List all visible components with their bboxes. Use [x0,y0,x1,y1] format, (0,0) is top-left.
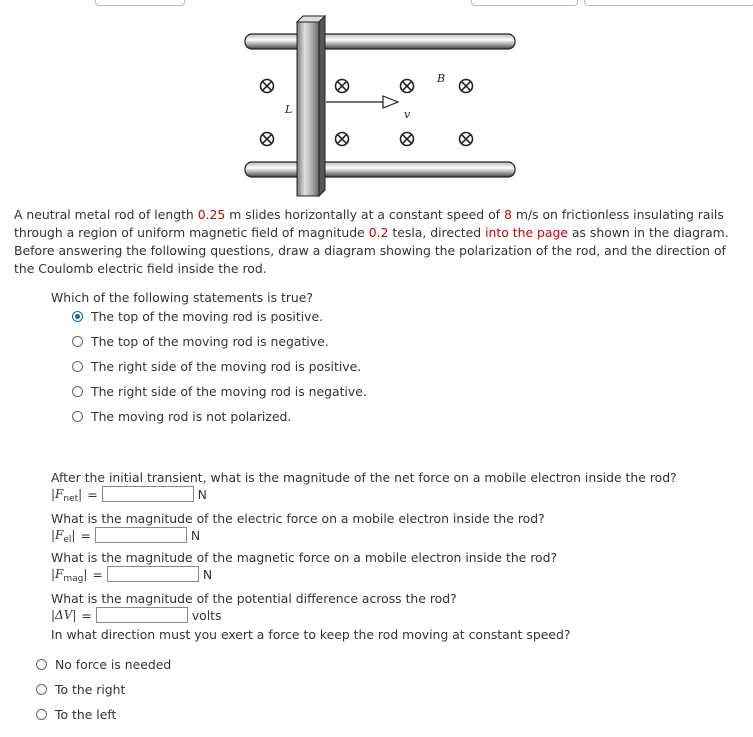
problem-text: tesla, directed [388,225,486,240]
top-rail [245,34,515,49]
option-label: The moving rod is not polarized. [91,409,292,424]
symbol-text: |F [51,528,64,542]
question6-option[interactable] [36,707,116,722]
radio[interactable] [72,361,83,372]
radio-selected[interactable] [72,311,83,322]
magnetic-force-symbol [51,567,88,584]
question6-option[interactable] [36,682,125,697]
symbol-subscript: mag [63,574,84,584]
option-label: The right side of the moving rod is positive. [91,359,362,374]
velocity-arrow-icon [326,96,398,108]
symbol-close: | [71,528,76,542]
equals-sign: = [92,566,103,582]
option-label: To the right [55,682,126,697]
label-L: L [285,103,293,116]
electric-force-row [51,527,200,543]
rod-speed-value: 8 [503,207,512,222]
question1-option[interactable] [72,309,323,324]
option-label: The top of the moving rod is positive. [91,309,324,324]
question1-option[interactable] [72,334,329,349]
symbol-close: | [83,567,88,581]
symbol-text: |F [51,487,64,501]
option-label: To the left [55,707,117,722]
problem-text: A neutral metal rod of length [14,207,198,222]
question6-option[interactable] [36,657,171,672]
equals-sign: = [87,486,98,502]
question1-option[interactable] [72,384,367,399]
radio[interactable] [36,659,47,670]
bottom-rail [245,162,515,177]
nav-tab[interactable] [95,0,185,6]
equals-sign: = [80,527,91,543]
field-direction-value: into the page [485,225,568,240]
label-B: B [437,72,446,85]
metal-rod [297,16,325,196]
problem-text: m slides horizontally at a constant speed of [225,207,504,222]
radio[interactable] [72,386,83,397]
potential-difference-input[interactable] [96,607,188,623]
problem-statement [14,206,744,278]
question6-prompt: In what direction must you exert a force to keep the rod moving at constant speed? [51,627,571,642]
net-force-input[interactable] [102,486,194,502]
unit-label: N [202,566,213,582]
question5-prompt: What is the magnitude of the potential difference across the rod? [51,591,457,606]
rod-rails-diagram [237,12,522,202]
potential-difference-symbol: |ΔV| [51,608,77,622]
unit-label: N [190,527,201,543]
electric-force-input[interactable] [95,527,187,543]
question2-prompt: After the initial transient, what is the magnitude of the net force on a mobile electron inside the rod? [51,470,677,485]
radio[interactable] [72,336,83,347]
electric-force-symbol [51,528,76,545]
question1-prompt: Which of the following statements is true? [51,290,313,305]
net-force-row [51,486,207,502]
option-label: No force is needed [55,657,172,672]
magnetic-force-row [51,566,212,582]
unit-label: N [197,486,207,502]
symbol-subscript: el [63,535,72,545]
symbol-text: |F [51,567,64,581]
question4-prompt: What is the magnitude of the magnetic force on a mobile electron inside the rod? [51,550,558,565]
rod-length-value: 0.25 [197,207,226,222]
radio[interactable] [72,411,83,422]
option-label: The top of the moving rod is negative. [91,334,329,349]
problem-text: m/s on frictionless insulating rails through a region of uniform magnetic field of magnitude [14,207,724,240]
equals-sign: = [81,607,92,623]
label-v: v [404,108,411,121]
question3-prompt: What is the magnitude of the electric force on a mobile electron inside the rod? [51,511,545,526]
symbol-subscript: net [63,494,79,504]
question1-option[interactable] [72,359,361,374]
problem-text: as shown in the diagram. Before answering the following questions, draw a diagram showing the polarization of the rod, and the direction of the Coulomb electric field inside the rod. [14,225,729,276]
net-force-symbol [51,487,83,504]
nav-tab[interactable] [584,0,753,6]
magnetic-force-input[interactable] [107,566,199,582]
question1-option[interactable] [72,409,291,424]
field-magnitude-value: 0.2 [368,225,389,240]
symbol-close: | [78,487,83,501]
potential-difference-row [51,607,221,623]
top-tab-strip [0,0,753,10]
radio[interactable] [36,709,47,720]
nav-tab[interactable] [471,0,578,6]
unit-label: volts [191,607,222,623]
option-label: The right side of the moving rod is negative. [91,384,367,399]
radio[interactable] [36,684,47,695]
